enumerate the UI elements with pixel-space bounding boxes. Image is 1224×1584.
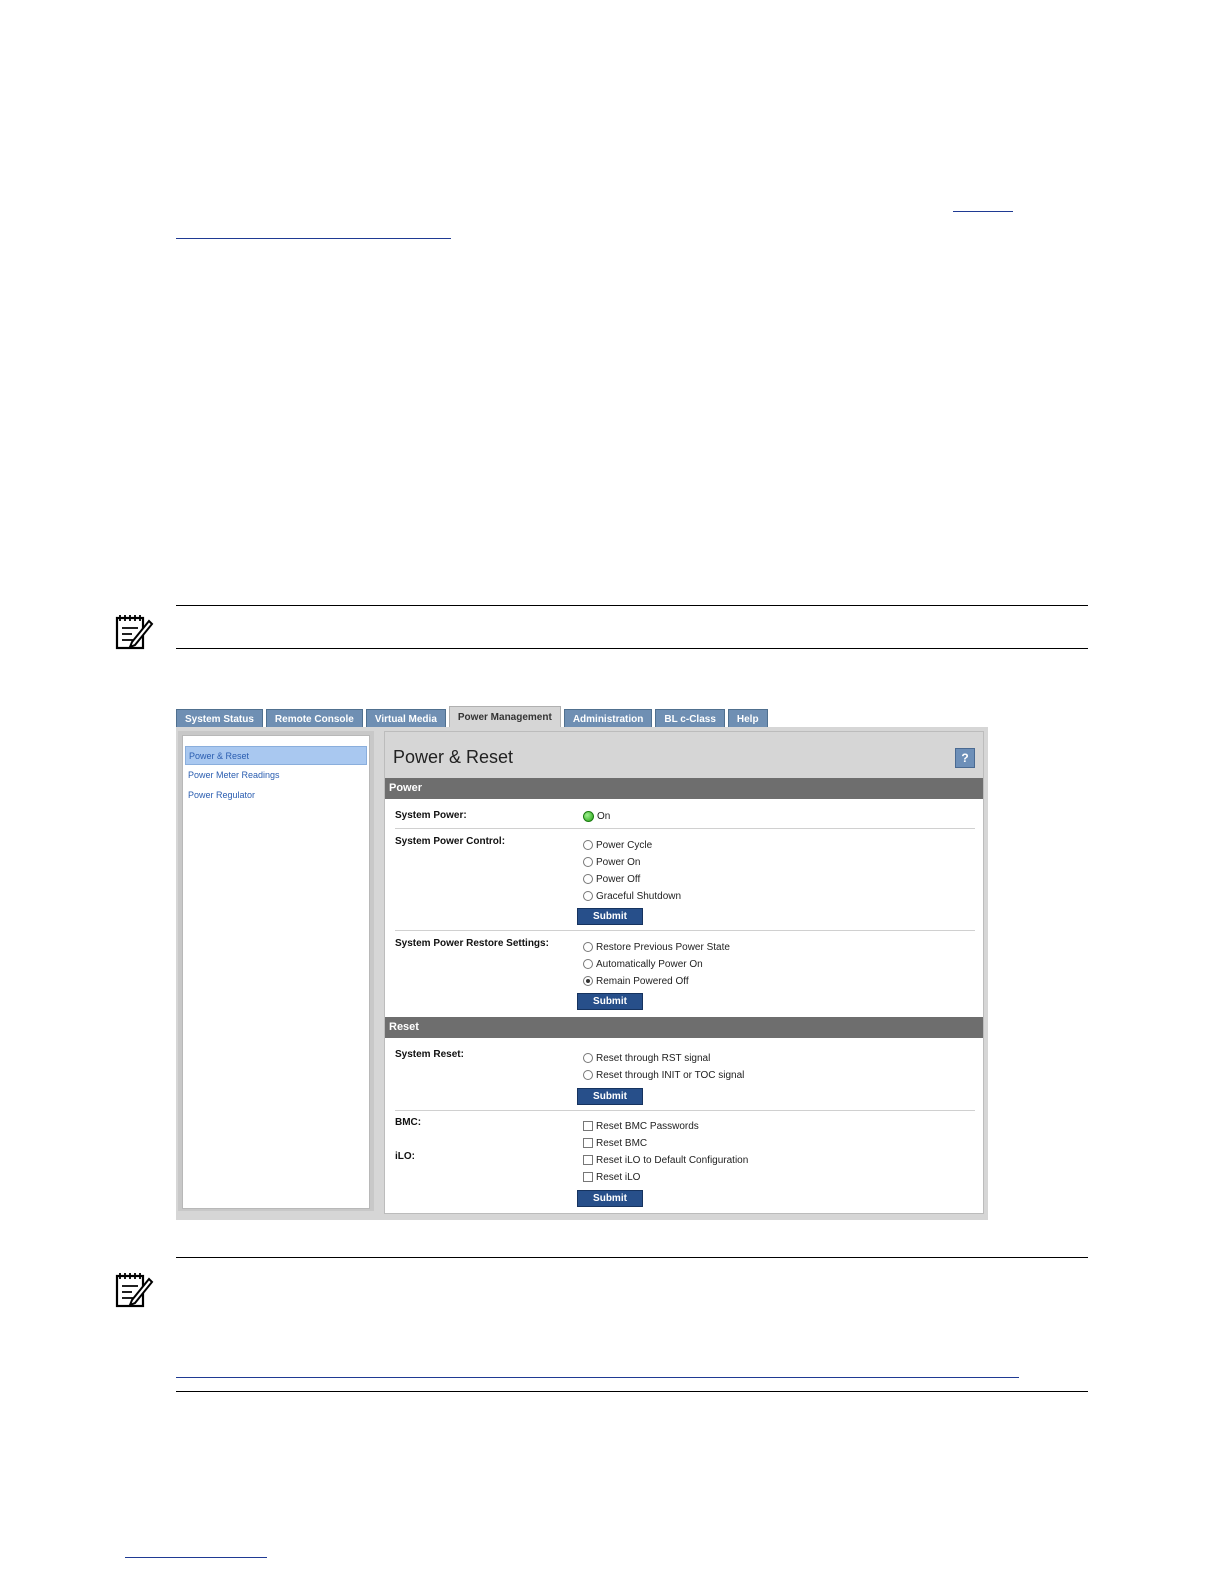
tab-administration[interactable]: Administration (564, 709, 653, 729)
system-power-value: On (597, 810, 611, 822)
content-frame (176, 727, 988, 1220)
checkbox-icon[interactable] (583, 1155, 593, 1165)
radio-label: Power Cycle (596, 839, 653, 851)
checkbox-label: Reset iLO (596, 1171, 641, 1183)
separator (395, 1110, 975, 1111)
bmc-label: BMC: (395, 1117, 422, 1128)
radio-icon[interactable] (583, 891, 593, 901)
radio-power-on[interactable] (583, 855, 640, 869)
radio-selected-icon[interactable] (583, 976, 593, 986)
radio-label: Power Off (596, 873, 641, 885)
system-power-label: System Power: (395, 810, 467, 821)
page-title: Power & Reset (393, 747, 514, 767)
checkbox-icon[interactable] (583, 1121, 593, 1131)
radio-icon[interactable] (583, 959, 593, 969)
checkbox-label: Reset BMC (596, 1137, 648, 1149)
radio-auto-power-on[interactable] (583, 957, 703, 971)
radio-label: Remain Powered Off (596, 975, 689, 987)
separator (395, 828, 975, 829)
radio-icon[interactable] (583, 874, 593, 884)
checkbox-icon[interactable] (583, 1172, 593, 1182)
radio-icon[interactable] (583, 1053, 593, 1063)
section-reset-header: Reset (385, 1017, 983, 1038)
note2-rule-bottom (176, 1391, 1088, 1392)
radio-label: Graceful Shutdown (596, 890, 682, 902)
submit-bmc-ilo-button[interactable]: Submit (577, 1190, 643, 1207)
system-reset-label: System Reset: (395, 1049, 464, 1060)
main-panel (380, 727, 988, 1220)
radio-label: Power On (596, 856, 641, 868)
radio-reset-init-toc[interactable] (583, 1068, 744, 1082)
radio-icon[interactable] (583, 1070, 593, 1080)
power-reset-screenshot (176, 706, 988, 1220)
tab-remote-console[interactable]: Remote Console (266, 709, 363, 729)
note-icon (114, 1270, 154, 1310)
restore-settings-label: System Power Restore Settings: (395, 938, 549, 949)
note2-rule-top (176, 1257, 1088, 1258)
note-rule-top (176, 605, 1088, 606)
tab-virtual-media[interactable]: Virtual Media (366, 709, 446, 729)
checkbox-reset-ilo-default[interactable] (583, 1153, 748, 1167)
footer-link-underline[interactable] (125, 1557, 267, 1558)
radio-label: Automatically Power On (596, 958, 703, 970)
tab-power-management[interactable]: Power Management (449, 706, 561, 729)
system-power-status (583, 809, 610, 823)
submit-system-reset-button[interactable]: Submit (577, 1088, 643, 1105)
checkbox-reset-ilo[interactable] (583, 1170, 640, 1184)
sidebar-panel (182, 735, 370, 1209)
radio-label: Restore Previous Power State (596, 941, 730, 953)
power-on-indicator-icon (583, 811, 594, 822)
help-button[interactable]: ? (955, 748, 975, 768)
radio-icon[interactable] (583, 840, 593, 850)
checkbox-label: Reset BMC Passwords (596, 1120, 699, 1132)
radio-label: Reset through INIT or TOC signal (596, 1069, 745, 1081)
radio-reset-rst[interactable] (583, 1051, 710, 1065)
sidebar-item-power-meter-readings[interactable]: Power Meter Readings (188, 770, 280, 780)
link-underline-note[interactable] (176, 1377, 1019, 1378)
sidebar-item-power-regulator[interactable]: Power Regulator (188, 790, 256, 800)
sidebar-item-power-reset[interactable]: Power & Reset (185, 746, 367, 765)
power-control-label: System Power Control: (395, 836, 506, 847)
page-header (385, 732, 983, 778)
checkbox-reset-bmc-passwords[interactable] (583, 1119, 699, 1133)
main-tabs (176, 706, 768, 728)
submit-restore-settings-button[interactable]: Submit (577, 993, 643, 1010)
radio-restore-previous[interactable] (583, 940, 730, 954)
radio-graceful-shutdown[interactable] (583, 889, 681, 903)
checkbox-reset-bmc[interactable] (583, 1136, 647, 1150)
note-icon (114, 612, 154, 652)
tab-bl-c-class[interactable]: BL c-Class (655, 709, 725, 729)
checkbox-label: Reset iLO to Default Configuration (596, 1154, 749, 1166)
radio-label: Reset through RST signal (596, 1052, 711, 1064)
radio-power-cycle[interactable] (583, 838, 652, 852)
sidebar (178, 731, 374, 1211)
submit-power-control-button[interactable]: Submit (577, 908, 643, 925)
tab-system-status[interactable]: System Status (176, 709, 263, 729)
main-panel-inner (384, 731, 984, 1214)
section-power-header: Power (385, 778, 983, 799)
checkbox-icon[interactable] (583, 1138, 593, 1148)
link-underline-top-right[interactable] (953, 211, 1013, 212)
radio-icon[interactable] (583, 857, 593, 867)
radio-icon[interactable] (583, 942, 593, 952)
ilo-label: iLO: (395, 1151, 415, 1162)
separator (395, 930, 975, 931)
note-rule-bottom (176, 648, 1088, 649)
radio-remain-powered-off[interactable] (583, 974, 689, 988)
tab-help[interactable]: Help (728, 709, 768, 729)
radio-power-off[interactable] (583, 872, 640, 886)
link-underline-top-left[interactable] (176, 238, 451, 239)
